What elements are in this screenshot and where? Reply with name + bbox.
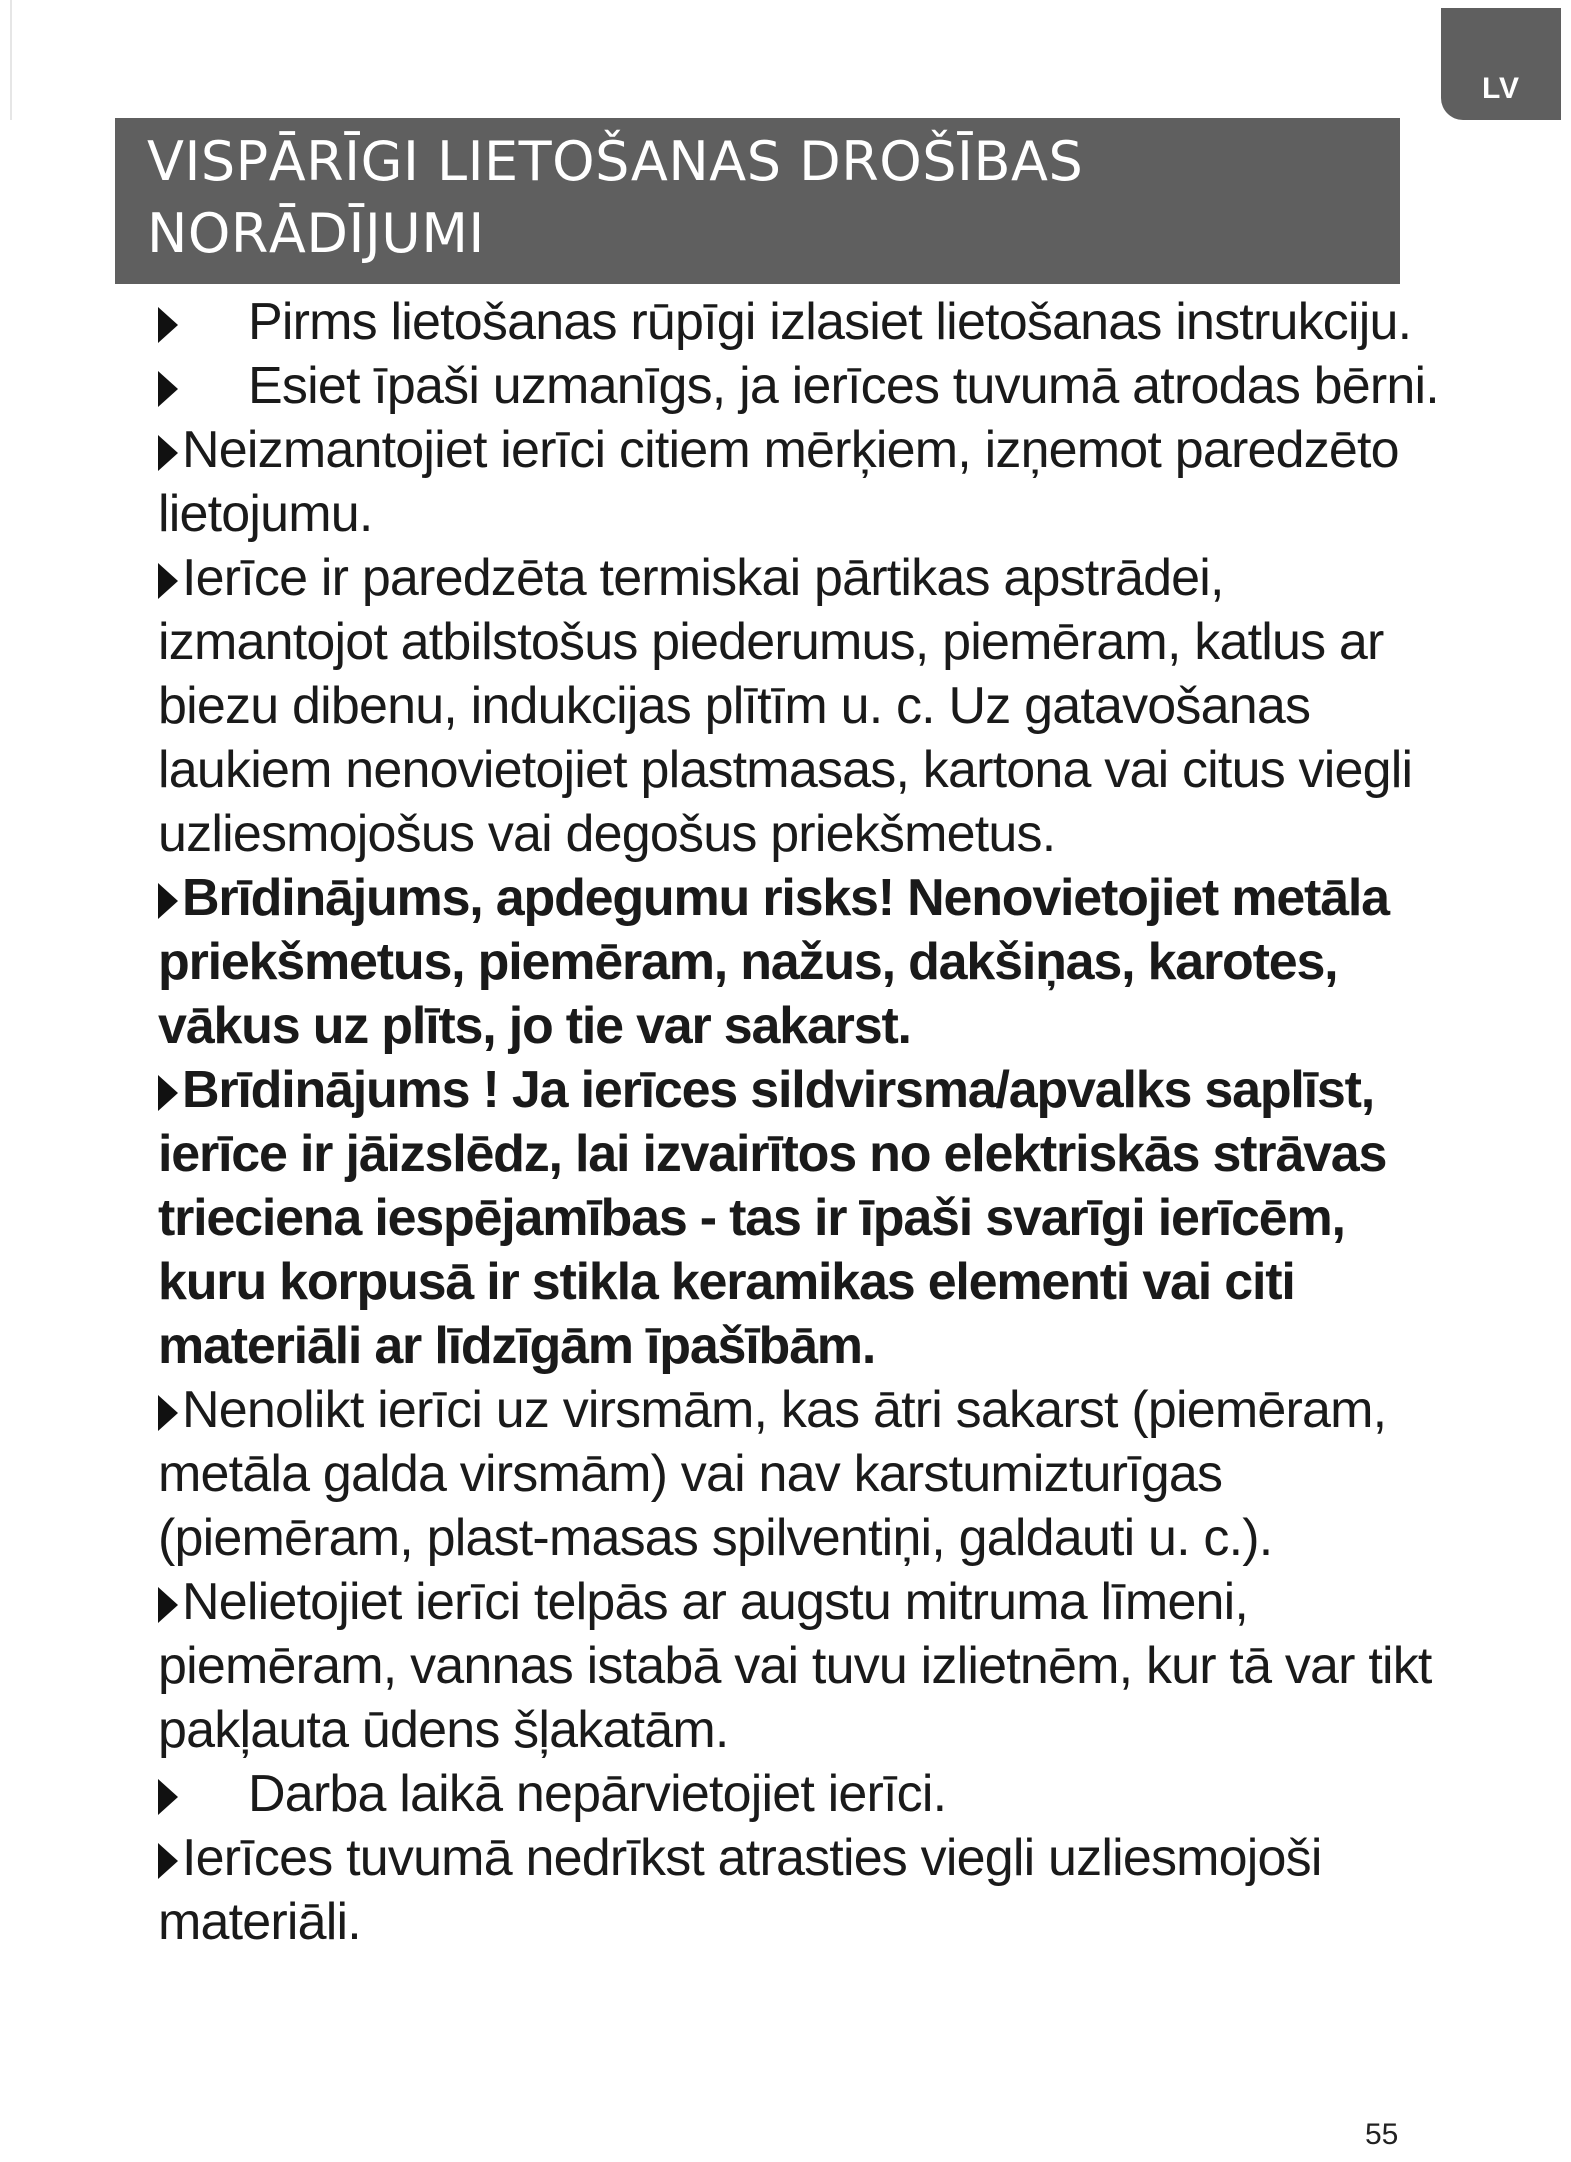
list-item (158, 1378, 1458, 1570)
language-tab-label: LV (1481, 72, 1521, 105)
list-item-text: Pirms lietošanas rūpīgi izlasiet lietošanas instrukciju. (248, 293, 1412, 351)
bullet-icon (158, 371, 178, 407)
list-item (158, 354, 1458, 418)
list-item (158, 1762, 1458, 1826)
bullet-icon (158, 1587, 178, 1623)
list-item-text: Esiet īpaši uzmanīgs, ja ierīces tuvumā atrodas bērni. (248, 357, 1439, 415)
safety-instructions (158, 290, 1458, 1954)
list-item-text: Nenolikt ierīci uz virsmām, kas ātri sakarst (piemēram, metāla galda virsmām) vai nav karstumizturīgas (piemēram, plast-masas spilventiņi, galdauti u. c.). (158, 1381, 1387, 1567)
bullet-icon (158, 435, 178, 471)
list-item (158, 418, 1458, 546)
list-item (158, 546, 1458, 866)
section-title: VISPĀRĪGI LIETOŠANAS DROŠĪBAS NORĀDĪJUMI (147, 130, 1084, 265)
page-number: 55 (1365, 2118, 1399, 2151)
list-item (158, 1826, 1458, 1954)
bullet-icon (158, 1843, 178, 1879)
bullet-icon (158, 1395, 178, 1431)
bullet-icon (158, 1779, 178, 1815)
list-item-text: Nelietojiet ierīci telpās ar augstu mitruma līmeni, piemēram, vannas istabā vai tuvu izlietnēm, kur tā var tikt pakļauta ūdens šļakatām. (158, 1573, 1432, 1759)
warning-item (158, 866, 1458, 1058)
list-item (158, 290, 1458, 354)
warning-text: Brīdinājums ! Ja ierīces sildvirsma/apvalks saplīst, ierīce ir jāizslēdz, lai izvairītos no elektriskās strāvas trieciena iespējamības - tas ir īpaši svarīgi ierīcēm, kuru korpusā ir stikla keramikas elementi vai citi materiāli ar līdzīgām īpašībām. (158, 1061, 1387, 1375)
bullet-icon (158, 883, 178, 919)
bullet-icon (158, 563, 178, 599)
list-item-text: Ierīces tuvumā nedrīkst atrasties viegli uzliesmojoši materiāli. (158, 1829, 1322, 1951)
warning-text: Brīdinājums, apdegumu risks! Nenovietojiet metāla priekšmetus, piemēram, nažus, dakšiņas, karotes, vākus uz plīts, jo tie var sakarst. (158, 869, 1389, 1055)
section-title-bar (115, 118, 1400, 284)
language-tab (1441, 8, 1561, 120)
list-item-text: Ierīce ir paredzēta termiskai pārtikas apstrādei, izmantojot atbilstošus piederumus, piemēram, katlus ar biezu dibenu, indukcijas plītīm u. c. Uz gatavošanas laukiem nenovietojiet plastmasas, kartona vai citus viegli uzliesmojošus vai degošus priekšmetus. (158, 549, 1413, 863)
warning-item (158, 1058, 1458, 1378)
list-item (158, 1570, 1458, 1762)
list-item-text: Neizmantojiet ierīci citiem mērķiem, izņemot paredzēto lietojumu. (158, 421, 1399, 543)
bullet-icon (158, 307, 178, 343)
margin-line (10, 0, 12, 120)
bullet-icon (158, 1075, 178, 1111)
list-item-text: Darba laikā nepārvietojiet ierīci. (248, 1765, 947, 1823)
